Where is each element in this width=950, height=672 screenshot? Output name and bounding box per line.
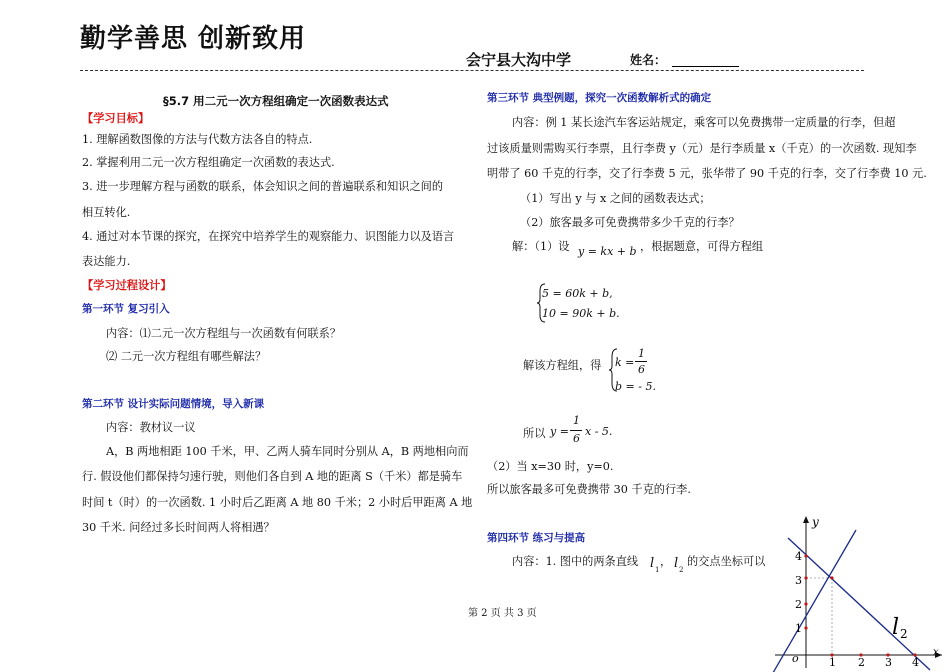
solution-continue: ，根据题意，可得方程组 bbox=[640, 240, 764, 253]
page-number: 第 2 页 共 3 页 bbox=[468, 608, 537, 619]
fraction-bar bbox=[635, 361, 647, 362]
example-question: （2）旅客最多可免费携带多少千克的行李？ bbox=[520, 216, 740, 229]
process-heading: 【学习过程设计】 bbox=[82, 278, 172, 292]
y-axis-arrow bbox=[803, 516, 809, 523]
y-tick-label: 4 bbox=[795, 550, 802, 563]
x-tick-label: 3 bbox=[885, 656, 892, 669]
fraction-denominator: 6 bbox=[638, 363, 645, 376]
section-4-heading: 第四环节 练习与提高 bbox=[487, 532, 586, 544]
origin-label: o bbox=[792, 652, 799, 665]
section-3-heading: 第三环节 典型例题，探究一次函数解析式的确定 bbox=[487, 92, 712, 104]
example-line: 内容：例 1 某长途汽车客运站规定，乘客可以免费携带一定质量的行李，但超 bbox=[512, 116, 896, 129]
goal-line: 4. 通过对本节课的探究，在探究中培养学生的观察能力、识图能力以及语言 bbox=[82, 230, 455, 243]
system-equation: 5 = 60k + b, bbox=[542, 287, 613, 300]
section-2-line: A，B 两地相距 100 千米，甲、乙两人骑车同时分别从 A，B 两地相向而 bbox=[106, 445, 469, 458]
x-tick-label: 2 bbox=[858, 656, 865, 669]
solution-k: k = bbox=[615, 356, 635, 369]
line-l1 bbox=[770, 530, 856, 672]
line-l2-label: l bbox=[674, 556, 679, 571]
school-name: 会宁县大沟中学 bbox=[466, 51, 572, 69]
x-axis-label: x bbox=[933, 647, 939, 658]
conclusion-line: 所以旅客最多可免费携带 30 千克的行李. bbox=[487, 483, 691, 496]
section-2-line: 30 千米. 问经过多长时间两人将相遇？ bbox=[82, 521, 275, 534]
y-tick-dot bbox=[804, 626, 807, 629]
example-line: 明带了 60 千克的行李，交了行李费 5 元，张华带了 90 千克的行李，交了行李费 10 元. bbox=[487, 167, 927, 180]
intersection-dot bbox=[830, 576, 833, 579]
section-1-heading: 第一环节 复习引入 bbox=[82, 303, 170, 315]
exercise-line: 内容：1. 图中的两条直线 bbox=[512, 555, 639, 568]
goal-line: 表达能力. bbox=[82, 255, 131, 268]
name-blank-line bbox=[672, 66, 739, 67]
exercise-tail: 的交点坐标可以 bbox=[687, 555, 766, 568]
exercise-comma: ， bbox=[660, 555, 672, 568]
example-question: （1）写出 y 与 x 之间的函数表达式； bbox=[520, 192, 711, 205]
goal-line: 2. 掌握利用二元一次方程组确定一次函数的表达式. bbox=[82, 156, 335, 169]
result-lhs: y = bbox=[550, 425, 569, 438]
header-divider bbox=[80, 70, 864, 71]
solution-start: 解：（1）设 bbox=[512, 240, 570, 253]
fraction-denominator: 6 bbox=[573, 432, 580, 445]
fraction-numerator: 1 bbox=[573, 414, 580, 427]
y-tick-dot bbox=[804, 602, 807, 605]
name-label: 姓名： bbox=[630, 53, 667, 67]
formula-set: y = kx + b bbox=[578, 245, 637, 258]
learning-goal-heading: 【学习目标】 bbox=[82, 111, 150, 125]
part-2-line: （2）当 x=30 时，y=0. bbox=[487, 460, 614, 473]
section-2-heading: 第二环节 设计实际问题情境，导入新课 bbox=[82, 398, 265, 410]
example-line: 过该质量则需购买行李票，且行李费 y（元）是行李质量 x（千克）的一次函数. 现知李 bbox=[487, 142, 917, 155]
x-tick-label: 4 bbox=[912, 656, 919, 669]
section-1-line: ⑵ 二元一次方程组有哪些解法？ bbox=[106, 350, 267, 363]
y-tick-dot bbox=[804, 576, 807, 579]
so-label: 所以 bbox=[523, 427, 546, 440]
line-l1-label: l bbox=[650, 556, 655, 571]
section-2-line: 时间 t（时）的一次函数. 1 小时后乙距离 A 地 80 千米；2 小时后甲距离 A 地 bbox=[82, 496, 473, 509]
solution-b: b = - 5. bbox=[615, 380, 656, 393]
coordinate-graph bbox=[770, 510, 945, 672]
lesson-title: §5.7 用二元一次方程组确定一次函数表达式 bbox=[163, 94, 389, 108]
y-tick-dot bbox=[804, 554, 807, 557]
line-l2 bbox=[788, 538, 930, 670]
y-axis-label: y bbox=[812, 515, 819, 529]
motto-heading: 勤学善思 创新致用 bbox=[80, 24, 307, 54]
fraction-numerator: 1 bbox=[638, 347, 645, 360]
section-1-line: 内容：⑴二元一次方程组与一次函数有何联系？ bbox=[106, 327, 341, 340]
section-2-line: 内容：教材议一议 bbox=[106, 421, 196, 434]
section-2-line: 行. 假设他们都保持匀速行驶，则他们各自到 A 地的距离 S（千米）都是骑车 bbox=[82, 470, 463, 483]
result-rhs: x - 5. bbox=[585, 425, 613, 438]
line-l2-graph-label: l bbox=[892, 615, 900, 640]
goal-line: 3. 进一步理解方程与函数的联系，体会知识之间的普遍联系和知识之间的 bbox=[82, 180, 444, 193]
line-l2-subscript: 2 bbox=[679, 566, 684, 574]
y-tick-label: 3 bbox=[795, 574, 802, 587]
x-tick-label: 1 bbox=[829, 656, 836, 669]
y-tick-label: 1 bbox=[795, 622, 802, 635]
system-equation: 10 = 90k + b. bbox=[542, 307, 620, 320]
solve-label: 解该方程组，得 bbox=[523, 359, 602, 372]
line-l1-subscript: 1 bbox=[655, 566, 660, 574]
line-l2-graph-subscript: 2 bbox=[900, 627, 908, 641]
y-tick-label: 2 bbox=[795, 598, 802, 611]
goal-line: 1. 理解函数图像的方法与代数方法各自的特点. bbox=[82, 133, 313, 146]
fraction-bar bbox=[570, 430, 582, 431]
goal-line: 相互转化. bbox=[82, 206, 131, 219]
